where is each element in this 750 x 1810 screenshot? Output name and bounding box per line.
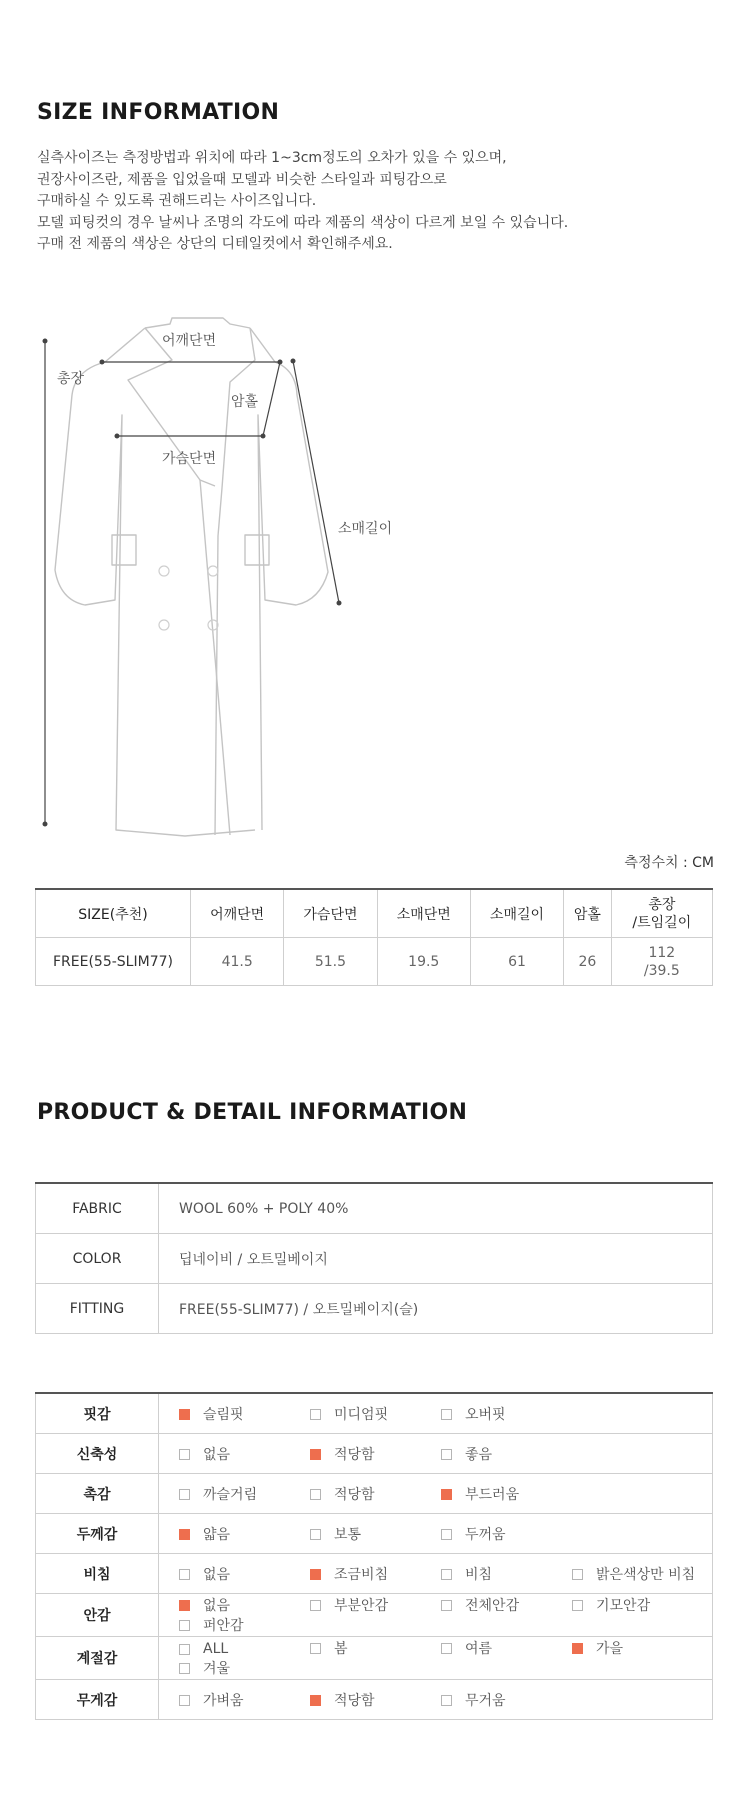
feature-option: [572, 1638, 703, 1658]
info-value: FREE(55-SLIM77) / 오트밀베이지(슬): [159, 1284, 713, 1334]
checked-box-icon: [572, 1643, 583, 1654]
armhole-measure-line: [263, 362, 280, 436]
feature-option: [310, 1524, 441, 1544]
feature-options: [159, 1680, 713, 1720]
checked-box-icon: [310, 1569, 321, 1580]
unchecked-box-icon: [179, 1663, 190, 1674]
feature-option: [179, 1524, 310, 1544]
unchecked-box-icon: [310, 1600, 321, 1611]
unchecked-box-icon: [441, 1529, 452, 1540]
feature-option: [179, 1595, 310, 1615]
unchecked-box-icon: [310, 1643, 321, 1654]
feature-key: 비침: [36, 1554, 159, 1594]
feature-option-label: 미디엄핏: [334, 1406, 389, 1423]
info-key: COLOR: [36, 1234, 159, 1284]
feature-option: [179, 1564, 310, 1584]
unchecked-box-icon: [441, 1643, 452, 1654]
feature-options: [159, 1637, 713, 1680]
feature-option-label: 없음: [203, 1598, 231, 1614]
coat-right-pocket: [245, 535, 269, 565]
shoulder-label: 어깨단면: [162, 333, 217, 349]
sleeve-width-cell: 19.5: [377, 938, 470, 986]
coat-measurement-diagram: [0, 300, 750, 860]
unchecked-box-icon: [572, 1569, 583, 1580]
feature-option-label: 까슬거림: [203, 1486, 258, 1503]
total-length-value: 112: [648, 944, 676, 961]
chest-label: 가슴단면: [162, 451, 217, 467]
feature-option-label: 보통: [334, 1526, 362, 1543]
feature-option-label: 퍼안감: [203, 1618, 244, 1634]
feature-option-label: 무거움: [465, 1692, 506, 1709]
sleeve-length-cell: 61: [470, 938, 563, 986]
feature-option-label: 부분안감: [334, 1598, 389, 1614]
armhole-cell: 26: [564, 938, 612, 986]
feature-options: [159, 1434, 713, 1474]
feature-key: 계절감: [36, 1637, 159, 1680]
feature-option-label: 부드러움: [465, 1486, 520, 1503]
feature-options: [159, 1554, 713, 1594]
slit-length-value: /39.5: [643, 962, 680, 979]
unchecked-box-icon: [179, 1644, 190, 1655]
feature-option: [310, 1404, 441, 1424]
unchecked-box-icon: [179, 1449, 190, 1460]
checked-box-icon: [179, 1529, 190, 1540]
feature-option-label: 좋음: [465, 1446, 493, 1463]
feature-option: [572, 1595, 703, 1615]
feature-options: [159, 1594, 713, 1637]
feature-option-label: 전체안감: [465, 1598, 520, 1614]
feature-option: [441, 1595, 572, 1615]
feature-row: [36, 1680, 713, 1720]
feature-option: [310, 1690, 441, 1710]
feature-option: [179, 1615, 303, 1635]
feature-option-label: 조금비침: [334, 1566, 389, 1583]
feature-option-label: 밝은색상만 비침: [596, 1566, 696, 1583]
chest-header: 가슴단면: [284, 889, 377, 938]
feature-row: [36, 1594, 713, 1637]
feature-row: [36, 1393, 713, 1434]
coat-right-outline: [258, 362, 328, 830]
feature-option-label: 가을: [596, 1641, 624, 1657]
checked-box-icon: [179, 1409, 190, 1420]
unchecked-box-icon: [441, 1695, 452, 1706]
checked-box-icon: [441, 1489, 452, 1500]
total-length-header-line1: 총장: [648, 896, 676, 913]
note-line: 권장사이즈란, 제품을 입었을때 모델과 비슷한 스타일과 피팅감으로: [37, 171, 447, 188]
info-key: FITTING: [36, 1284, 159, 1334]
armhole-label: 암홀: [231, 394, 259, 410]
sleeve-measure-line: [293, 361, 339, 603]
feature-option: [441, 1404, 572, 1424]
feature-option-label: ALL: [203, 1641, 229, 1657]
detail-section-title: PRODUCT & DETAIL INFORMATION: [37, 1100, 468, 1125]
unchecked-box-icon: [179, 1620, 190, 1631]
feature-row: [36, 1554, 713, 1594]
sleeve-width-header: 소매단면: [377, 889, 470, 938]
feature-key: 무게감: [36, 1680, 159, 1720]
feature-option: [441, 1484, 572, 1504]
feature-option-label: 봄: [334, 1641, 348, 1657]
checked-box-icon: [310, 1695, 321, 1706]
feature-option-label: 적당함: [334, 1446, 375, 1463]
checked-box-icon: [310, 1449, 321, 1460]
unchecked-box-icon: [310, 1489, 321, 1500]
unchecked-box-icon: [572, 1600, 583, 1611]
measurement-unit: 측정수치 : CM: [624, 855, 714, 871]
sleeve-length-label: 소매길이: [338, 521, 393, 537]
note-line: 구매 전 제품의 색상은 상단의 디테일컷에서 확인해주세요.: [37, 236, 393, 252]
unchecked-box-icon: [441, 1409, 452, 1420]
feature-option: [179, 1641, 310, 1657]
info-value: 딥네이비 / 오트밀베이지: [159, 1234, 713, 1284]
feature-option: [310, 1638, 441, 1658]
feature-row: [36, 1434, 713, 1474]
armhole-header: 암홀: [564, 889, 612, 938]
feature-option-label: 가벼움: [203, 1692, 244, 1709]
feature-option: [179, 1690, 310, 1710]
size-cell: FREE(55-SLIM77): [36, 938, 191, 986]
shoulder-cell: 41.5: [191, 938, 284, 986]
feature-option-label: 여름: [465, 1641, 493, 1657]
info-row-fabric: [36, 1183, 713, 1234]
feature-option-label: 얇음: [203, 1526, 231, 1543]
feature-option: [310, 1444, 441, 1464]
feature-option: [179, 1444, 310, 1464]
feature-key: 신축성: [36, 1434, 159, 1474]
feature-option: [179, 1658, 303, 1678]
shoulder-header: 어깨단면: [191, 889, 284, 938]
feature-options: [159, 1474, 713, 1514]
feature-option: [310, 1484, 441, 1504]
feature-key: 두께감: [36, 1514, 159, 1554]
feature-option-label: 기모안감: [596, 1598, 651, 1614]
feature-key: 안감: [36, 1594, 159, 1637]
info-row-fitting: [36, 1284, 713, 1334]
feature-option-label: 비침: [465, 1566, 493, 1583]
feature-option: [179, 1484, 310, 1504]
feature-option: [310, 1595, 441, 1615]
note-line: 실측사이즈는 측정방법과 위치에 따라 1~3cm정도의 오차가 있을 수 있으며,: [37, 150, 507, 166]
size-table-header-row: [36, 889, 713, 938]
unchecked-box-icon: [179, 1569, 190, 1580]
note-line: 모델 피팅컷의 경우 날씨나 조명의 각도에 따라 제품의 색상이 다르게 보일 수 있습니다.: [37, 214, 569, 231]
feature-row: [36, 1637, 713, 1680]
chest-cell: 51.5: [284, 938, 377, 986]
feature-option-label: 겨울: [203, 1661, 231, 1677]
unchecked-box-icon: [441, 1449, 452, 1460]
coat-left-outline: [55, 362, 255, 836]
feature-option-label: 없음: [203, 1566, 231, 1583]
info-row-color: [36, 1234, 713, 1284]
feature-option-label: 두꺼움: [465, 1526, 506, 1543]
feature-row: [36, 1514, 713, 1554]
total-length-header-line2: /트임길이: [632, 914, 692, 931]
coat-collar: [145, 318, 250, 328]
feature-option-label: 없음: [203, 1446, 231, 1463]
feature-row: [36, 1474, 713, 1514]
product-info-table: [35, 1182, 713, 1334]
unchecked-box-icon: [441, 1600, 452, 1611]
feature-option: [441, 1524, 572, 1544]
unchecked-box-icon: [179, 1695, 190, 1706]
feature-option: [179, 1404, 310, 1424]
feature-option: [572, 1564, 703, 1584]
feature-option-label: 오버핏: [465, 1406, 506, 1423]
feature-option-label: 적당함: [334, 1692, 375, 1709]
size-table: [35, 888, 713, 986]
total-length-cell: [611, 938, 712, 986]
info-value: WOOL 60% + POLY 40%: [159, 1183, 713, 1234]
coat-illustration: [0, 300, 750, 860]
note-line: 구매하실 수 있도록 권해드리는 사이즈입니다.: [37, 193, 317, 209]
size-notes: [37, 148, 568, 256]
sleeve-length-header: 소매길이: [470, 889, 563, 938]
unchecked-box-icon: [310, 1529, 321, 1540]
coat-buttons: [159, 566, 218, 630]
coat-left-pocket: [112, 535, 136, 565]
total-length-header: [611, 889, 712, 938]
feature-options: [159, 1393, 713, 1434]
feature-option: [310, 1564, 441, 1584]
feature-option: [441, 1690, 572, 1710]
size-header: SIZE(추천): [36, 889, 191, 938]
feature-option: [441, 1444, 572, 1464]
feature-option-label: 슬림핏: [203, 1406, 244, 1423]
size-section-title: SIZE INFORMATION: [37, 100, 280, 125]
checked-box-icon: [179, 1600, 190, 1611]
unchecked-box-icon: [179, 1489, 190, 1500]
total-length-label: 총장: [57, 371, 85, 387]
info-key: FABRIC: [36, 1183, 159, 1234]
unchecked-box-icon: [441, 1569, 452, 1580]
feature-table: [35, 1392, 713, 1720]
size-table-row: [36, 938, 713, 986]
feature-key: 핏감: [36, 1393, 159, 1434]
unchecked-box-icon: [310, 1409, 321, 1420]
feature-option: [441, 1564, 572, 1584]
feature-option-label: 적당함: [334, 1486, 375, 1503]
feature-option: [441, 1638, 572, 1658]
feature-options: [159, 1514, 713, 1554]
feature-key: 촉감: [36, 1474, 159, 1514]
